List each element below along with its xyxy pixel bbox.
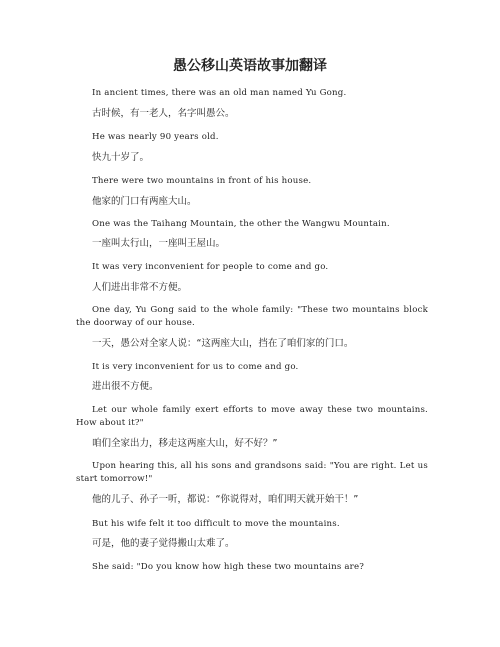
document-title: 愚公移山英语故事加翻译 [173,58,327,74]
paragraph-en-5: It was very inconvenient for people to come and go. [92,262,329,272]
paragraph-en-8: Let our whole family exert efforts to move away these two mountains. How about it?" [76,405,428,428]
paragraph-en-11: She said: "Do you know how high these two mountains are? [92,562,365,572]
paragraph-en-9: Upon hearing this, all his sons and grandsons said: "You are right. Let us start tomorrow!" [76,461,428,484]
paragraph-en-3: There were two mountains in front of his house. [92,176,312,186]
paragraph-zh-4: 一座叫太行山，一座叫王屋山。 [92,238,226,249]
paragraph-zh-5: 人们进出非常不方便。 [92,282,188,293]
paragraph-zh-6: 一天，愚公对全家人说：“这两座大山，挡在了咱们家的门口。 [92,338,354,349]
paragraph-en-7: It is very inconvenient for us to come and go. [92,362,299,372]
paragraph-zh-7: 进出很不方便。 [92,381,159,392]
paragraph-zh-9: 他的儿子、孙子一听，都说：“你说得对，咱们明天就开始干！” [92,494,359,505]
paragraph-en-1: In ancient times, there was an old man named Yu Gong. [92,88,347,98]
paragraph-zh-10: 可是，他的妻子觉得搬山太难了。 [92,538,235,549]
paragraph-en-6: One day, Yu Gong said to the whole family: "These two mountains block the doorway of our house. [76,305,428,328]
paragraph-en-10: But his wife felt it too difficult to move the mountains. [92,519,340,529]
paragraph-zh-2: 快九十岁了。 [92,152,150,163]
paragraph-en-4: One was the Taihang Mountain, the other the Wangwu Mountain. [92,219,390,229]
paragraph-zh-8: 咱们全家出力，移走这两座大山，好不好？” [92,438,278,449]
paragraph-en-2: He was nearly 90 years old. [92,132,219,142]
paragraph-zh-1: 古时候，有一老人，名字叫愚公。 [92,108,235,119]
paragraph-zh-3: 他家的门口有两座大山。 [92,196,197,207]
